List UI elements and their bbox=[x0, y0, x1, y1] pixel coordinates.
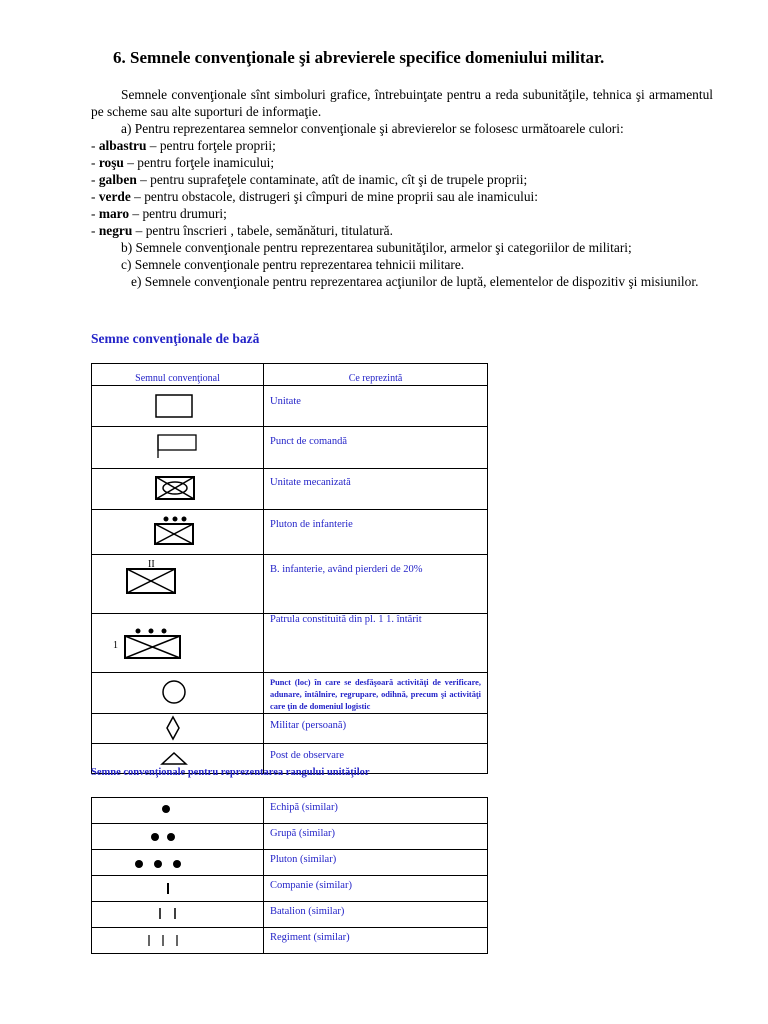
point-e: e) Semnele convenţionale pentru reprezentarea acţiunilor de luptă, elementelor de dispozitiv şi misiunilor. bbox=[131, 274, 699, 289]
intro-paragraph: Semnele convenţionale sînt simboluri grafice, întrebuinţate pentru a reda subunităţile, tehnica şi armamentul pe scheme sau alte suporturi de informaţie. bbox=[91, 87, 713, 119]
table-row bbox=[92, 427, 488, 469]
symbol-cell bbox=[92, 798, 264, 824]
point-c: c) Semnele convenţionale pentru reprezentarea tehnicii militare. bbox=[121, 257, 465, 272]
meaning-cell: Punct de comandă bbox=[264, 427, 488, 469]
symbol-cell bbox=[92, 876, 264, 902]
rectangle-icon bbox=[92, 386, 264, 426]
meaning-cell: Pluton de infanterie bbox=[264, 510, 488, 555]
meaning-cell: Regiment (similar) bbox=[264, 928, 488, 954]
point-a: a) Pentru reprezentarea semnelor convenţionale şi abrevierelor se folosesc următoarele culori: bbox=[121, 121, 624, 136]
infantry-platoon-icon bbox=[92, 510, 264, 554]
table-row bbox=[92, 798, 488, 824]
meaning-cell: Punct (loc) în care se desfăşoară activităţi de verificare, adunare, întâlnire, regrupare, odihnă, precum şi activităţi care ţin de domeniul logistic bbox=[264, 673, 488, 714]
table-row bbox=[92, 510, 488, 555]
color-item: - verde – pentru obstacole, distrugeri şi cîmpuri de mine proprii sau ale inamicului: bbox=[91, 189, 538, 204]
two-bars-icon bbox=[92, 904, 264, 925]
table-row bbox=[92, 614, 488, 673]
table-row bbox=[92, 928, 488, 954]
symbol-cell bbox=[92, 386, 264, 427]
one-bar-icon bbox=[92, 878, 264, 899]
infantry-battalion-icon bbox=[92, 555, 264, 613]
table-row bbox=[92, 469, 488, 510]
meaning-cell: Companie (similar) bbox=[264, 876, 488, 902]
body-text bbox=[91, 86, 713, 290]
table-header-row bbox=[92, 364, 488, 386]
column-header-meaning: Ce reprezintă bbox=[264, 364, 488, 386]
color-item: - albastru – pentru forţele proprii; bbox=[91, 138, 276, 153]
basic-signs-table bbox=[91, 363, 488, 774]
table-row bbox=[92, 714, 488, 744]
symbol-cell bbox=[92, 469, 264, 510]
unit-rank-table bbox=[91, 797, 488, 954]
svg-text:1: 1 bbox=[113, 640, 118, 651]
color-item: - negru – pentru înscrieri , tabele, semănături, titulatură. bbox=[91, 223, 393, 238]
command-post-flag-icon bbox=[92, 427, 264, 468]
color-item: - galben – pentru suprafeţele contaminate, atît de inamic, cît şi de trupele proprii; bbox=[91, 172, 528, 187]
meaning-cell: Grupă (similar) bbox=[264, 824, 488, 850]
three-bars-icon bbox=[92, 930, 264, 951]
section-title-basic-signs: Semne convenţionale de bază bbox=[91, 331, 260, 346]
meaning-cell: Unitate bbox=[264, 386, 488, 427]
mechanized-unit-icon bbox=[92, 469, 264, 509]
meaning-cell: Unitate mecanizată bbox=[264, 469, 488, 510]
meaning-cell: B. infanterie, având pierderi de 20% bbox=[264, 555, 488, 614]
symbol-cell bbox=[92, 555, 264, 614]
section-title-unit-rank: Semne convenţionale pentru reprezentarea rangului unităţilor bbox=[91, 767, 370, 778]
meaning-cell: Post de observare bbox=[264, 744, 488, 774]
symbol-cell bbox=[92, 614, 264, 673]
symbol-cell bbox=[92, 714, 264, 744]
one-dot-icon bbox=[92, 800, 264, 821]
symbol-cell bbox=[92, 824, 264, 850]
table-row bbox=[92, 850, 488, 876]
colors-list bbox=[91, 137, 713, 239]
color-item: - roşu – pentru forţele inamicului; bbox=[91, 155, 275, 170]
table-row bbox=[92, 673, 488, 714]
color-item: - maro – pentru drumuri; bbox=[91, 206, 227, 221]
meaning-cell: Patrula constituită din pl. 1 1. întărit bbox=[264, 614, 488, 673]
meaning-cell: Pluton (similar) bbox=[264, 850, 488, 876]
circle-icon bbox=[92, 673, 264, 713]
point-b: b) Semnele convenţionale pentru reprezentarea subunităţilor, armelor şi categoriilor de militari; bbox=[121, 240, 632, 255]
two-dots-icon bbox=[92, 826, 264, 847]
symbol-cell bbox=[92, 510, 264, 555]
column-header-symbol: Semnul convenţional bbox=[92, 364, 264, 386]
three-dots-icon bbox=[92, 852, 264, 873]
diamond-icon bbox=[92, 714, 264, 743]
table-row bbox=[92, 876, 488, 902]
reinforced-patrol-icon bbox=[92, 614, 264, 672]
symbol-cell bbox=[92, 673, 264, 714]
page-title: 6. Semnele convenţionale şi abrevierele specifice domeniului militar. bbox=[113, 48, 605, 67]
table-row bbox=[92, 386, 488, 427]
table-row bbox=[92, 902, 488, 928]
symbol-cell bbox=[92, 850, 264, 876]
meaning-cell: Echipă (similar) bbox=[264, 798, 488, 824]
svg-text:II: II bbox=[148, 559, 155, 570]
symbol-cell bbox=[92, 928, 264, 954]
table-row bbox=[92, 824, 488, 850]
table-row bbox=[92, 555, 488, 614]
meaning-cell: Militar (persoană) bbox=[264, 714, 488, 744]
meaning-cell: Batalion (similar) bbox=[264, 902, 488, 928]
symbol-cell bbox=[92, 902, 264, 928]
symbol-cell bbox=[92, 427, 264, 469]
